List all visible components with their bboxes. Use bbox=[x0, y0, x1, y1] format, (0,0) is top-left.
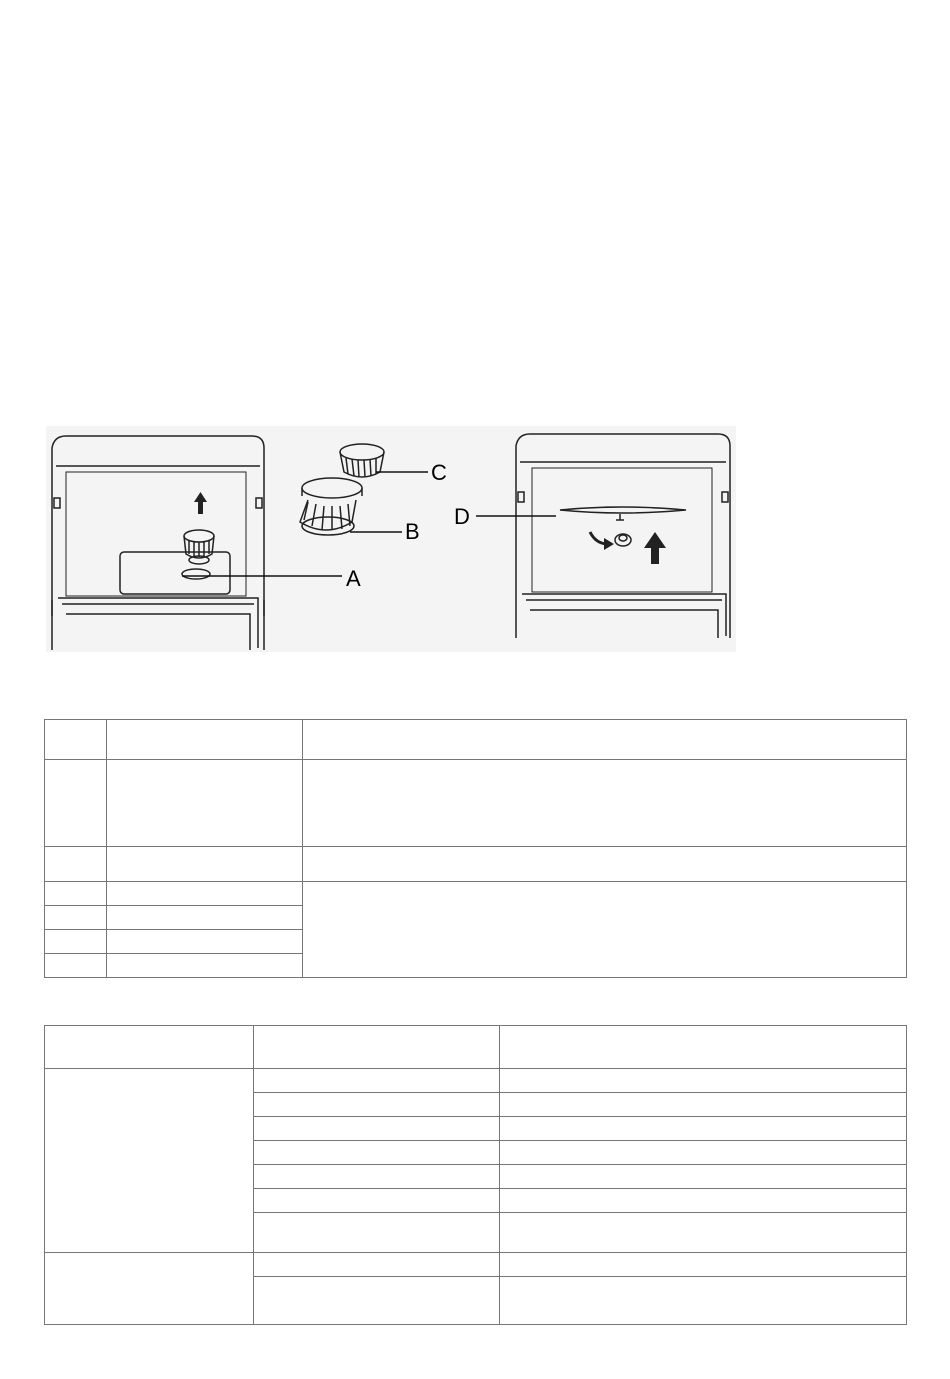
table-row bbox=[45, 882, 907, 906]
table-cell bbox=[500, 1026, 907, 1069]
table-cell bbox=[254, 1141, 500, 1165]
table-cell bbox=[45, 930, 107, 954]
table-cell bbox=[45, 1026, 254, 1069]
table-cell bbox=[254, 1093, 500, 1117]
table-cell bbox=[45, 1253, 254, 1325]
table-cell bbox=[500, 1093, 907, 1117]
table-cell bbox=[500, 1141, 907, 1165]
table-cell bbox=[303, 760, 907, 847]
table-cell bbox=[303, 847, 907, 882]
table-cell bbox=[500, 1213, 907, 1253]
table-cell bbox=[45, 847, 107, 882]
table-cell bbox=[254, 1189, 500, 1213]
table-cell bbox=[45, 760, 107, 847]
table-cell bbox=[254, 1069, 500, 1093]
table-cell bbox=[107, 954, 303, 978]
label-d: D bbox=[454, 504, 470, 529]
table-row bbox=[45, 760, 907, 847]
table-cell bbox=[254, 1117, 500, 1141]
table-cell bbox=[45, 720, 107, 760]
table-cell bbox=[107, 906, 303, 930]
table-cell bbox=[107, 930, 303, 954]
table-cell bbox=[303, 720, 907, 760]
troubleshooting-table-2 bbox=[44, 1025, 907, 1325]
table-cell bbox=[107, 720, 303, 760]
table-cell bbox=[254, 1213, 500, 1253]
table-cell bbox=[500, 1277, 907, 1325]
table-cell bbox=[45, 882, 107, 906]
table-cell bbox=[107, 847, 303, 882]
table-cell bbox=[500, 1189, 907, 1213]
table-cell bbox=[107, 882, 303, 906]
troubleshooting-table-1 bbox=[44, 719, 907, 978]
table-cell bbox=[254, 1277, 500, 1325]
table-row bbox=[45, 847, 907, 882]
table-cell bbox=[500, 1253, 907, 1277]
table-cell bbox=[500, 1069, 907, 1093]
table-cell bbox=[254, 1253, 500, 1277]
table-cell bbox=[107, 760, 303, 847]
table-row bbox=[45, 720, 907, 760]
table-cell bbox=[254, 1026, 500, 1069]
label-b: B bbox=[405, 519, 420, 544]
table-row bbox=[45, 1069, 907, 1093]
filter-cleaning-illustration bbox=[46, 426, 736, 652]
table-cell bbox=[45, 1069, 254, 1253]
label-c: C bbox=[431, 460, 447, 485]
table-cell bbox=[45, 954, 107, 978]
table-cell bbox=[303, 882, 907, 978]
table-cell bbox=[500, 1165, 907, 1189]
table-cell bbox=[254, 1165, 500, 1189]
table-row bbox=[45, 1026, 907, 1069]
label-a: A bbox=[346, 566, 361, 591]
table-cell bbox=[500, 1117, 907, 1141]
table-cell bbox=[45, 906, 107, 930]
table-row bbox=[45, 1253, 907, 1277]
